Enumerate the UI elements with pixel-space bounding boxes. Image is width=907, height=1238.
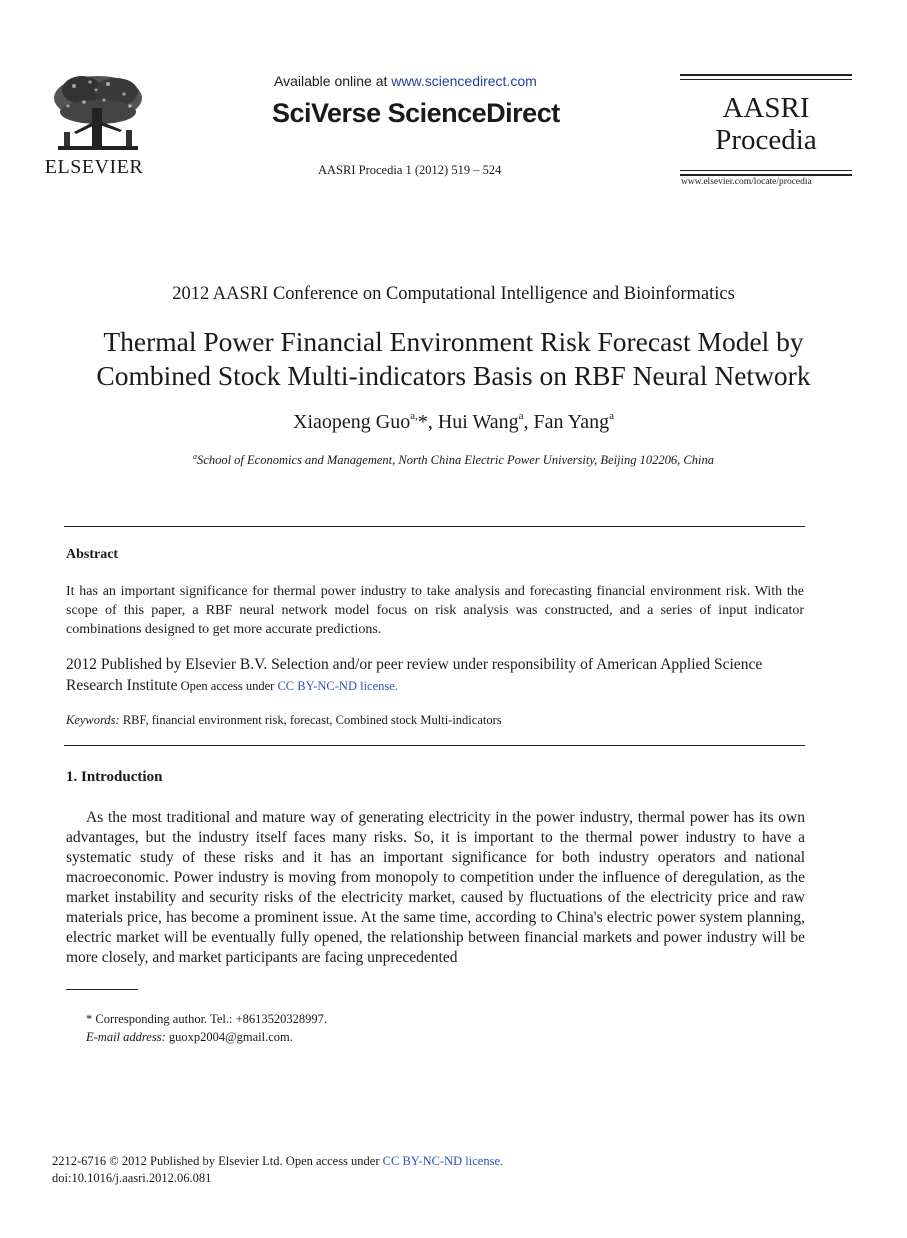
issn-copyright [52,1154,503,1169]
footnote-rule [66,989,138,990]
keywords [66,713,502,728]
introduction-body: As the most traditional and mature way of generating electricity in the power industry, thermal power has its own advantages, but the industry itself faces many risks. So, it is important to the thermal power industry to have a systematic study of these risks and it has an important significance for both industry operators and national macroeconomic. Power industry is moving from monopoly to competition under the influence of deregulation, as the market instability and security risks of the electricity market, caused by fluctuations of the electricity price and raw materials price, has become a prominent issue. At the same time, according to China's electric power system planning, electric market will be eventually fully opened, the relationship between financial markets and power industry will be more closely, and market participants are facing unprecedented [66,809,805,966]
publisher-name: ELSEVIER [44,156,144,178]
doi: doi:10.1016/j.aasri.2012.06.081 [52,1171,212,1185]
affiliation-text: School of Economics and Management, North China Electric Power University, Beijing 102206, China [197,453,714,468]
available-prefix: Available online at [274,73,392,89]
open-access-text: Open access under [177,678,278,693]
journal-citation: AASRI Procedia 1 (2012) 519 – 524 [318,163,502,177]
title-line-1: Thermal Power Financial Environment Risk Forecast Model by [103,326,804,357]
journal-masthead [680,74,852,176]
masthead-bottom-rule [680,174,852,176]
journal-name-line1: AASRI [722,92,810,124]
author-affiliation-mark: a [609,410,614,422]
abstract-heading: Abstract [66,547,119,562]
keywords-list: RBF, financial environment risk, forecast, Combined stock Multi-indicators [119,713,502,727]
email-footnote [86,1030,293,1045]
footer-open-access-text: Open access under [282,1154,383,1168]
author-list [0,410,907,434]
published-text: 2012 Published by Elsevier B.V. Selection and/or peer review under responsibility of American Applied Science Research Institute [66,656,763,694]
paper-title [40,325,867,393]
corresponding-mark: * [417,411,428,433]
author-name: Xiaopeng Guo [293,411,411,433]
abstract-top-rule [64,526,805,527]
publication-statement [66,655,804,696]
title-line-2: Combined Stock Multi-indicators Basis on RBF Neural Network [96,360,811,391]
keywords-label: Keywords: [66,713,120,727]
author-affiliation-mark: a, [410,410,418,422]
license-link[interactable]: CC BY-NC-ND license. [277,678,398,693]
elsevier-tree-graphic [34,70,164,160]
email-label: E-mail address: [86,1030,166,1044]
author-separator: , [427,411,438,433]
abstract-bottom-rule [64,745,805,746]
author-affiliation-mark: a [518,410,524,422]
affiliation [0,452,907,468]
masthead-top-rule [680,74,852,76]
author-separator: , [523,411,534,433]
corresponding-author-footnote: * Corresponding author. Tel.: +8613520328997. [86,1012,327,1026]
journal-name [680,80,852,170]
email-address: guoxp2004@gmail.com. [165,1030,293,1044]
available-online-line [274,73,537,89]
issn-text: 2212-6716 © 2012 Published by Elsevier Ltd. [52,1154,283,1168]
footer-license-link[interactable]: CC BY-NC-ND license. [382,1154,504,1168]
platform-name: SciVerse ScienceDirect [272,98,560,128]
introduction-heading: 1. Introduction [66,769,163,785]
journal-name-line2: Procedia [715,124,817,156]
sciencedirect-link[interactable]: www.sciencedirect.com [391,73,537,89]
author-name: Hui Wang [437,411,519,433]
abstract-body: It has an important significance for thermal power industry to take analysis and forecasting financial environment risk. With the scope of this paper, a RBF neural network model focus on risk analysis was constructed, and a series of input indicator combinations designed to get more accurate predictions. [66,584,804,637]
journal-url-link[interactable]: www.elsevier.com/locate/procedia [681,177,812,187]
author-name: Fan Yang [533,411,610,433]
conference-name: 2012 AASRI Conference on Computational Intelligence and Bioinformatics [172,284,735,304]
masthead-bottom-rule-thin [680,170,852,171]
affiliation-mark: a [193,452,198,461]
